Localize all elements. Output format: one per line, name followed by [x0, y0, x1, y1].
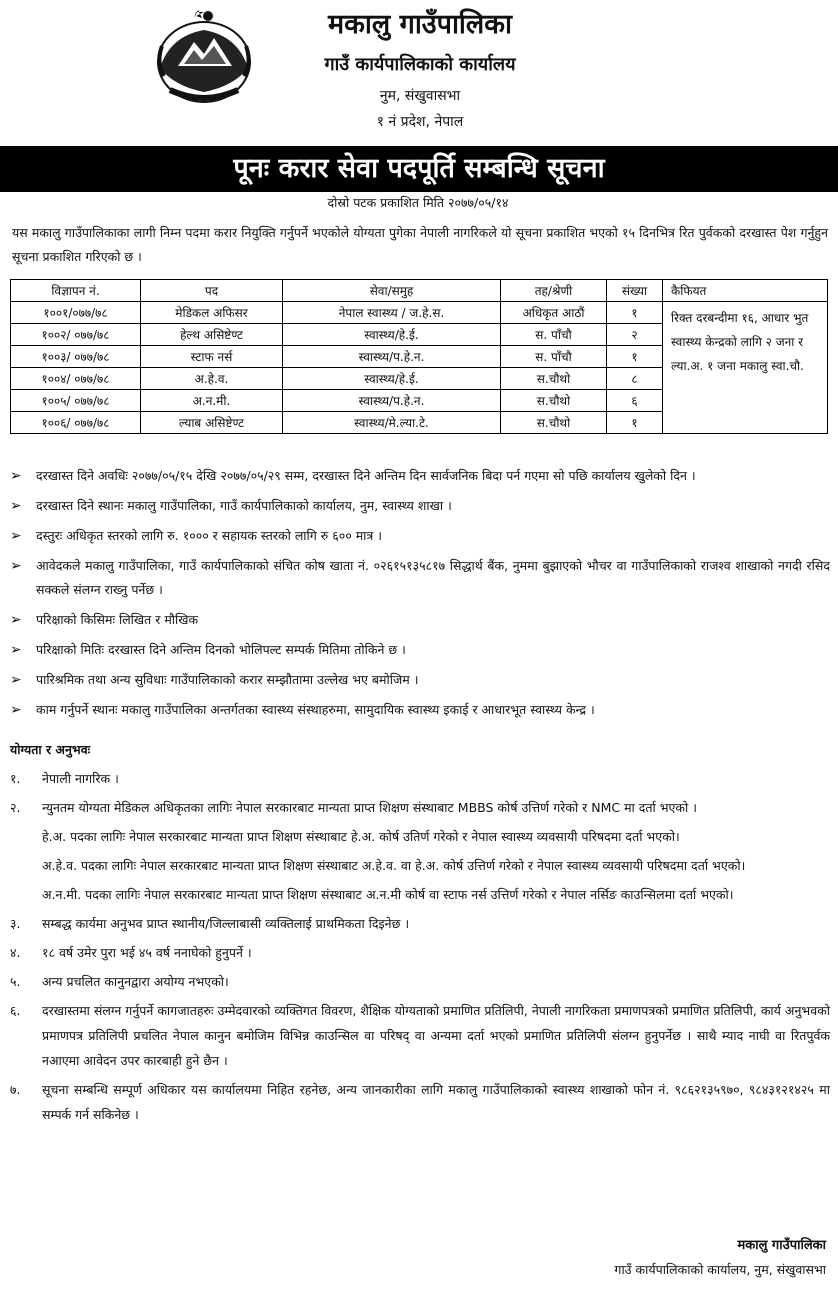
conditions-list [10, 464, 830, 728]
address-line-1: नुम, संखुवासभा [379, 88, 461, 104]
item-number: ७. [10, 1082, 21, 1097]
item-number: ६. [10, 1003, 21, 1018]
cell-post: अ.हे.व. [141, 368, 283, 390]
cell-ad-no: १००५/ ०७७/७८ [11, 390, 141, 412]
list-item-text: न्युनतम योग्यता मेडिकल अधिकृतका लागिः नेपाल सरकारबाट मान्यता प्राप्त शिक्षण संस्थाबाट MBBS कोर्ष उत्तिर्ण गरेको र NMC मा दर्ता भएको । [42, 800, 697, 815]
list-item [10, 911, 830, 936]
cell-post: ल्याब असिष्टेण्ट [141, 412, 283, 434]
cell-count: ८ [607, 368, 663, 390]
cell-ad-no: १००६/ ०७७/७८ [11, 412, 141, 434]
list-item [10, 698, 830, 722]
cell-service: स्वास्थ्य/मे.ल्या.टे. [283, 412, 501, 434]
col-header-level: तह/श्रेणी [501, 280, 607, 302]
vacancy-table [10, 279, 828, 434]
cell-post: स्टाफ नर्स [141, 346, 283, 368]
cell-count: २ [607, 324, 663, 346]
cell-level: स. पाँचौ [501, 346, 607, 368]
list-item-text: सूचना सम्बन्धि सम्पूर्ण अधिकार यस कार्यालयमा निहित रहनेछ, अन्य जानकारीका लागि मकालु गाउँपालिकाको स्वास्थ्य शाखाको फोन नं. ९८६२१३५९७०, ९८४३१२१४२५ मा सम्पर्क गर्न सकिनेछ । [42, 1082, 830, 1122]
cell-service: स्वास्थ्य/हे.ई. [283, 324, 501, 346]
cell-count: १ [607, 412, 663, 434]
table-header-row [11, 280, 828, 302]
list-item-text: दरखास्त दिने अवधिः २०७७/०५/१५ देखि २०७७/०५/२९ सम्म, दरखास्त दिने अन्तिम दिन सार्वजनिक बिदा पर्न गएमा सो पछि कार्यालय खुलेको दिन । [36, 468, 696, 483]
arrow-bullet-icon: ➢ [10, 468, 22, 484]
list-item [10, 608, 830, 632]
item-number: ३. [10, 916, 21, 931]
col-header-count: संख्या [607, 280, 663, 302]
cell-remark: रिक्त दरबन्दीमा १६, आधार भुत स्वास्थ्य केन्द्रको लागि २ जना र ल्या.अ. १ जना मकालु स्वा.चौ. [663, 302, 828, 434]
list-item-text: नेपाली नागरिक । [42, 771, 119, 786]
table-row [11, 302, 828, 324]
list-item-text: परिक्षाको मितिः दरखास्त दिने अन्तिम दिनको भोलिपल्ट सम्पर्क मितिमा तोकिने छ । [36, 642, 406, 657]
cell-ad-no: १००२/ ०७७/७८ [11, 324, 141, 346]
list-item-text: आवेदकले मकालु गाउँपालिका, गाउँ कार्यपालिकाको संचित कोष खाता नं. ०२६१५१३५८१७ सिद्धार्थ बैंक, नुममा बुझाएको भौचर वा गाउँपालिकाको राजश्व शाखाको नगदी रसिद सक्कले संलग्न राख्नु पर्नेछ । [36, 558, 830, 597]
col-header-service: सेवा/समुह [283, 280, 501, 302]
cell-service: स्वास्थ्य/प.हे.न. [283, 346, 501, 368]
arrow-bullet-icon: ➢ [10, 612, 22, 628]
list-item-text: दरखास्तमा संलग्न गर्नुपर्ने कागजातहरुः उम्मेदवारको व्यक्तिगत विवरण, शैक्षिक योग्यताको प्रमाणित प्रतिलिपी, नेपाली नागरिकता प्रमाणपत्रको प्रमाणित प्रतिलिपी, कार्य अनुभवको प्रमाणपत्र प्रतिलिपी प्रचलित नेपाल कानुन बमोजिम विभिन्न काउन्सिल वा परिषद् वा अन्यमा दर्ता भएको प्रमाणित प्रतिलिपी संलग्न हुनुपर्नेछ । साथै म्याद नाघी वा रितपुर्वक नआएमा आवेदन उपर कारबाही हुने छैन । [42, 1003, 830, 1068]
notice-banner: पूनः करार सेवा पदपूर्ति सम्बन्धि सूचना [0, 146, 838, 192]
list-item-text: काम गर्नुपर्ने स्थानः मकालु गाउँपालिका अन्तर्गतका स्वास्थ्य संस्थाहरुमा, सामुदायिक स्वास्थ्य इकाई र आधारभूत स्वास्थ्य केन्द्र । [36, 702, 595, 717]
cell-post: अ.न.मी. [141, 390, 283, 412]
cell-service: नेपाल स्वास्थ्य / ज.हे.स. [283, 302, 501, 324]
sub-item: हे.अ. पदका लागिः नेपाल सरकारबाट मान्यता प्राप्त शिक्षण संस्थाबाट हे.अ. कोर्ष उतिर्ण गरेको र नेपाल स्वास्थ्य व्यवसायी परिषदमा दर्ता भएको। [42, 829, 680, 844]
list-item [10, 668, 830, 692]
item-number: ५. [10, 974, 21, 989]
cell-service: स्वास्थ्य/प.हे.न. [283, 390, 501, 412]
cell-count: १ [607, 346, 663, 368]
col-header-remark: कैफियत [663, 280, 828, 302]
cell-level: स.चौथो [501, 368, 607, 390]
list-item [10, 1077, 830, 1127]
list-item-text: सम्बद्ध कार्यमा अनुभव प्राप्त स्थानीय/जिल्लाबासी व्यक्तिलाई प्राथमिकता दिइनेछ । [42, 916, 410, 931]
published-date: दोस्रो पटक प्रकाशित मिति २०७७/०५/१४ [327, 195, 509, 210]
qualifications-list [10, 766, 830, 1131]
list-item [10, 795, 830, 820]
list-item [10, 998, 830, 1073]
list-item [10, 940, 830, 965]
cell-ad-no: १००१/०७७/७८ [11, 302, 141, 324]
list-item-text: पारिश्रमिक तथा अन्य सुविधाः गाउँपालिकाको करार सम्झौतामा उल्लेख भए बमोजिम । [36, 672, 419, 687]
cell-post: हेल्थ असिष्टेण्ट [141, 324, 283, 346]
list-item [10, 554, 830, 602]
col-header-ad-no: विज्ञापन नं. [11, 280, 141, 302]
intro-paragraph: यस मकालु गाउँपालिकाका लागी निम्न पदमा करार नियुक्ति गर्नुपर्ने भएकोले योग्यता पुगेका नेपाली नागरिकले यो सूचना प्रकाशित भएको १५ दिनभित्र रित पुर्वकको दरखास्त पेश गर्नुहुन सूचना प्रकाशित गरिएको छ । [12, 225, 828, 264]
list-item-text: दस्तुरः अधिकृत स्तरको लागि रु. १००० र सहायक स्तरको लागि रु ६०० मात्र । [36, 528, 383, 543]
arrow-bullet-icon: ➢ [10, 642, 22, 658]
arrow-bullet-icon: ➢ [10, 528, 22, 544]
cell-ad-no: १००३/ ०७७/७८ [11, 346, 141, 368]
cell-post: मेडिकल अफिसर [141, 302, 283, 324]
cell-ad-no: १००४/ ०७७/७८ [11, 368, 141, 390]
list-item [10, 494, 830, 518]
signature-office: गाउँ कार्यपालिकाको कार्यालय, नुम, संखुवासभा [614, 1262, 826, 1277]
col-header-post: पद [141, 280, 283, 302]
cell-count: ६ [607, 390, 663, 412]
cell-count: १ [607, 302, 663, 324]
item-number: २. [10, 800, 21, 815]
municipality-title: मकालु गाउँपालिका [328, 9, 512, 40]
list-item [10, 638, 830, 662]
list-item [10, 464, 830, 488]
sub-item: अ.न.मी. पदका लागिः नेपाल सरकारबाट मान्यता प्राप्त शिक्षण संस्थाबाट अ.न.मी कोर्ष वा स्टाफ नर्स उत्तिर्ण गरेको र नेपाल नर्सिङ काउन्सिलमा दर्ता भएको। [42, 887, 734, 902]
address-line-2: १ नं प्रदेश, नेपाल [376, 114, 464, 130]
list-item-text: दरखास्त दिने स्थानः मकालु गाउँपालिका, गाउँ कार्यपालिकाको कार्यालय, नुम, स्वास्थ्य शाखा । [36, 498, 452, 513]
cell-level: स. पाँचौ [501, 324, 607, 346]
cell-level: स.चौथो [501, 412, 607, 434]
arrow-bullet-icon: ➢ [10, 558, 22, 574]
qualifications-heading: योग्यता र अनुभवः [10, 742, 91, 757]
signature-municipality: मकालु गाउँपालिका [737, 1238, 826, 1253]
cell-level: स.चौथो [501, 390, 607, 412]
arrow-bullet-icon: ➢ [10, 702, 22, 718]
arrow-bullet-icon: ➢ [10, 498, 22, 514]
item-number: १. [10, 771, 21, 786]
list-item-text: परिक्षाको किसिमः लिखित र मौखिक [36, 612, 199, 627]
office-subtitle: गाउँ कार्यपालिकाको कार्यालय [324, 54, 516, 75]
sub-item: अ.हे.व. पदका लागिः नेपाल सरकारबाट मान्यता प्राप्त शिक्षण संस्थाबाट अ.हे.व. वा हे.अ. कोर्ष उत्तिर्ण गरेको र नेपाल स्वास्थ्य व्यवसायी परिषदमा दर्ता भएको। [42, 858, 746, 873]
cell-level: अधिकृत आठौं [501, 302, 607, 324]
list-item [10, 524, 830, 548]
arrow-bullet-icon: ➢ [10, 672, 22, 688]
list-item-text: अन्य प्रचलित कानुनद्वारा अयोग्य नभएको। [42, 974, 229, 989]
item-number: ४. [10, 945, 21, 960]
cell-service: स्वास्थ्य/हे.ई. [283, 368, 501, 390]
list-item-text: १८ वर्ष उमेर पुरा भई ४५ वर्ष ननाघेको हुनुपर्ने । [42, 945, 252, 960]
list-item [10, 766, 830, 791]
list-item [10, 969, 830, 994]
